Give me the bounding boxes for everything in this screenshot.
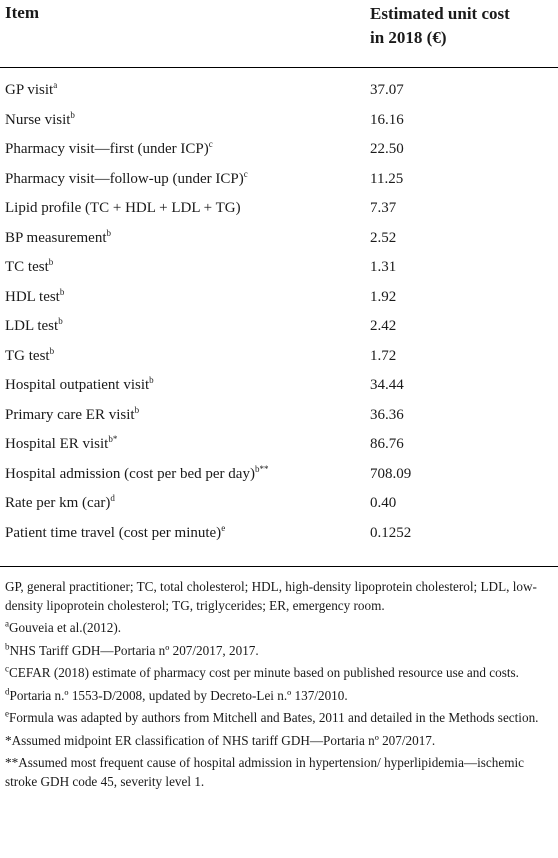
row-item-name xyxy=(5,224,111,254)
table-row xyxy=(0,76,558,106)
table-row xyxy=(0,489,558,519)
row-footnote-marker: c xyxy=(208,139,213,149)
table-row xyxy=(0,401,558,431)
row-unit-cost: 1.92 xyxy=(370,288,397,305)
row-unit-cost: 37.07 xyxy=(370,82,404,98)
footnote-text: **Assumed most frequent cause of hospital admission in hypertension/ hyperlipidemia—ischemic stroke GDH code 45, severity level 1. xyxy=(5,755,524,789)
row-item-name xyxy=(5,253,53,283)
table-row xyxy=(0,371,558,401)
row-footnote-marker: b xyxy=(70,109,75,120)
row-footnote-marker: b xyxy=(149,375,154,385)
row-item-label: Pharmacy visit—first (under ICP) xyxy=(5,141,209,157)
table-row xyxy=(0,224,558,254)
row-unit-cost: 22.50 xyxy=(370,141,404,157)
footnote xyxy=(5,642,553,661)
row-unit-cost: 2.52 xyxy=(370,229,397,246)
row-item-name xyxy=(5,165,248,195)
row-unit-cost: 7.37 xyxy=(370,200,397,216)
row-footnote-marker: e xyxy=(221,522,226,533)
row-item-label: GP visit xyxy=(5,82,54,98)
row-item-name xyxy=(5,312,63,342)
header-cost xyxy=(370,2,555,50)
row-footnote-marker: b xyxy=(106,227,112,238)
footnote xyxy=(5,664,553,683)
table-row xyxy=(0,430,558,460)
table-row xyxy=(0,460,558,490)
row-footnote-marker: b xyxy=(59,286,65,297)
table-row xyxy=(0,194,558,224)
row-footnote-marker: d xyxy=(110,493,115,503)
table-row xyxy=(0,312,558,342)
row-item-label: HDL test xyxy=(5,288,60,305)
table-footnotes xyxy=(5,578,553,795)
table-bottom-rule xyxy=(0,566,558,567)
table-row xyxy=(0,342,558,372)
footnote-text: GP, general practitioner; TC, total cholesterol; HDL, high-density lipoprotein cholesterol; LDL, low-density lipoprotein cholesterol; TG, triglycerides; ER, emergency room. xyxy=(5,579,537,613)
row-item-name xyxy=(5,135,213,165)
row-item-name xyxy=(5,342,54,372)
footnote-text: Formula was adapted by authors from Mitchell and Bates, 2011 and detailed in the Methods section. xyxy=(9,710,539,725)
table-row xyxy=(0,283,558,313)
row-item-label: Hospital admission (cost per bed per day) xyxy=(5,465,255,482)
row-unit-cost: 1.72 xyxy=(370,347,397,364)
row-unit-cost: 34.44 xyxy=(370,377,404,393)
row-footnote-marker: c xyxy=(243,168,248,179)
footnote-marker: e xyxy=(5,708,9,719)
row-item-label: BP measurement xyxy=(5,229,107,246)
footnote-text: Gouveia et al.(2012). xyxy=(9,620,122,635)
footnote xyxy=(5,709,553,728)
header-cost-line1: Estimated unit cost xyxy=(370,4,510,23)
table-row xyxy=(0,135,558,165)
row-unit-cost: 86.76 xyxy=(370,436,404,452)
footnote-text: *Assumed midpoint ER classification of NHS tariff GDH—Portaria nº 207/2017. xyxy=(5,732,436,748)
row-footnote-marker: b** xyxy=(254,463,269,474)
row-footnote-marker: a xyxy=(53,80,58,90)
header-cost-line2: in 2018 (€) xyxy=(370,28,447,47)
footnote-marker: c xyxy=(5,663,9,674)
footnote-marker: b xyxy=(5,641,10,652)
row-footnote-marker: b xyxy=(48,257,54,267)
row-item-name xyxy=(5,489,115,519)
row-unit-cost: 0.1252 xyxy=(370,524,412,541)
row-item-name xyxy=(5,106,75,136)
row-item-name xyxy=(5,283,64,313)
footnote-marker: d xyxy=(5,686,10,697)
row-item-label: Hospital ER visit xyxy=(5,436,109,452)
table-body xyxy=(0,76,558,548)
footnote xyxy=(5,732,553,751)
row-item-label: TC test xyxy=(5,259,49,275)
row-item-name xyxy=(5,430,117,460)
row-item-label: Pharmacy visit—follow-up (under ICP) xyxy=(5,170,244,187)
row-item-label: TG test xyxy=(5,347,50,364)
row-item-name xyxy=(5,371,154,401)
row-item-name xyxy=(5,76,57,106)
footnote-text: NHS Tariff GDH—Portaria nº 207/2017, 2017. xyxy=(9,642,259,658)
row-unit-cost: 36.36 xyxy=(370,406,404,423)
header-rule xyxy=(0,67,558,68)
footnote xyxy=(5,687,553,706)
row-item-label: LDL test xyxy=(5,318,59,334)
row-unit-cost: 708.09 xyxy=(370,465,412,482)
table-row xyxy=(0,106,558,136)
row-item-label: Nurse visit xyxy=(5,111,71,128)
row-item-label: Rate per km (car) xyxy=(5,495,111,511)
row-footnote-marker: b xyxy=(49,345,55,356)
footnote-marker: a xyxy=(5,618,9,629)
row-item-name xyxy=(5,194,241,224)
row-unit-cost: 11.25 xyxy=(370,170,404,187)
row-item-label: Hospital outpatient visit xyxy=(5,377,150,393)
table-row xyxy=(0,165,558,195)
row-footnote-marker: b* xyxy=(108,434,118,444)
table-header xyxy=(0,0,558,66)
table-row xyxy=(0,253,558,283)
row-unit-cost: 16.16 xyxy=(370,111,404,128)
row-item-name xyxy=(5,519,225,549)
header-item: Item xyxy=(5,3,39,22)
row-item-label: Lipid profile (TC + HDL + LDL + TG) xyxy=(5,200,241,216)
footnote xyxy=(5,619,553,638)
table-row xyxy=(0,519,558,549)
row-unit-cost: 0.40 xyxy=(370,495,397,511)
row-unit-cost: 1.31 xyxy=(370,259,397,275)
row-item-name xyxy=(5,460,268,490)
row-item-label: Patient time travel (cost per minute) xyxy=(5,524,222,541)
footnote xyxy=(5,754,553,791)
row-item-name xyxy=(5,401,139,431)
row-unit-cost: 2.42 xyxy=(370,318,397,334)
row-footnote-marker: b xyxy=(58,316,63,326)
footnote-text: CEFAR (2018) estimate of pharmacy cost per minute based on published resource use and costs. xyxy=(9,665,519,680)
row-item-label: Primary care ER visit xyxy=(5,406,135,423)
footnote xyxy=(5,578,553,615)
row-footnote-marker: b xyxy=(134,404,140,415)
footnote-text: Portaria n.º 1553-D/2008, updated by Decreto-Lei n.º 137/2010. xyxy=(9,687,348,703)
